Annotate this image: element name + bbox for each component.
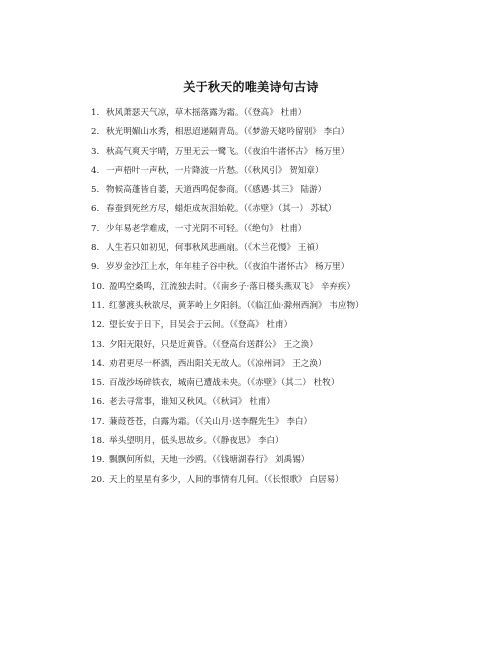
poem-line (91, 278, 491, 297)
line-number: 8. (91, 243, 100, 254)
poem-line (91, 316, 491, 335)
poem-line (91, 432, 491, 451)
line-text: 飘飘何所似，天地一沙鸥。（《钱塘湖春行》 刘禹锡） (109, 455, 310, 466)
line-number: 18. (91, 436, 105, 447)
poem-line (91, 123, 491, 142)
poem-line (91, 413, 491, 432)
poem-line (91, 162, 491, 181)
line-number: 15. (91, 378, 105, 389)
line-number: 10. (91, 281, 105, 292)
line-number: 16. (91, 397, 105, 408)
line-number: 20. (91, 474, 105, 485)
line-number: 6. (91, 204, 100, 215)
poem-line (91, 239, 491, 258)
poem-line (91, 451, 491, 470)
line-number: 2. (91, 127, 100, 138)
line-text: 夕阳无限好，只是近黄昏。（《登高台送群公》 王之涣） (109, 339, 318, 350)
line-text: 举头望明月，低头思故乡。（《静夜思》 李白） (109, 436, 284, 447)
line-text: 望长安于日下，目吴会于云间。（《登高》 杜甫） (109, 320, 293, 331)
line-text: 春蚕到死丝方尽，蜡炬成灰泪始乾。（《赤壁》（其一） 苏轼） (106, 204, 337, 215)
poem-line (91, 104, 491, 123)
line-number: 1. (91, 108, 100, 118)
poem-line (91, 143, 491, 162)
poem-line (91, 220, 491, 239)
line-number: 17. (91, 416, 105, 427)
poem-list (91, 104, 491, 490)
poem-line (91, 336, 491, 355)
line-text: 人生若只如初见，何事秋风悲画扇。（《木兰花慢》 王禎） (106, 243, 324, 254)
line-number: 3. (91, 146, 100, 157)
line-number: 9. (91, 262, 100, 273)
line-text: 少年易老学难成，一寸光阴不可轻。（《绝句》 杜甫） (106, 223, 307, 234)
line-number: 14. (91, 358, 105, 369)
poem-line (91, 258, 491, 277)
poem-line (91, 200, 491, 219)
document-title: 关于秋天的唯美诗句古诗 (183, 80, 319, 94)
line-text: 百战沙场碎铁衣，城南已遭战未央。（《赤壁》（其二） 杜牧） (109, 378, 340, 389)
line-number: 4. (91, 165, 100, 176)
line-text: 岁岁金沙江上水，年年桂子谷中秋。（《夜泊牛渚怀古》 杨万里） (106, 262, 350, 273)
line-number: 11. (91, 300, 105, 311)
line-text: 秋高气爽天宇晴，万里无云一鹭飞。（《夜泊牛渚怀古》 杨万里） (106, 146, 350, 157)
poem-line (91, 355, 491, 374)
line-text: 秋风萧瑟天气凉，草木摇落露为霜。（《登高》 杜甫） (106, 108, 307, 118)
line-text: 一声梧叶一声秋，一片降波一片愁。（《秋风引》 贺知章） (106, 165, 324, 176)
line-number: 13. (91, 339, 105, 350)
line-text: 红蓼渡头秋欲尽，黄茅岭上夕阳斜。（《临江仙·滁州西涧》 韦应物） (109, 300, 364, 311)
line-text: 天上的星星有多少，人间的事情有几何。（《长恨歌》 白居易） (109, 474, 344, 485)
poem-line (91, 393, 491, 412)
line-text: 物候高蓬皆自萎，天道西鸣促参商。（《感遇·其三》 陆游） (106, 185, 327, 196)
poem-line (91, 297, 491, 316)
line-text: 劝君更尽一杯酒，西出阳关无故人。（《凉州词》 王之涣） (109, 358, 327, 369)
line-number: 12. (91, 320, 105, 331)
poem-line (91, 181, 491, 200)
line-text: 盈鸣空桑鸣，江流独去时。（《南乡子·落日楼头燕双飞》 辛弃疾） (109, 281, 356, 292)
line-text: 秋光明媚山水秀，相思迢递隔青岛。（《梦游天姥吟留别》 李白） (106, 127, 350, 138)
poem-line (91, 471, 491, 490)
line-text: 老去寻常事，谁知又秋风。（《秋词》 杜甫） (109, 397, 276, 408)
line-number: 5. (91, 185, 100, 196)
line-number: 7. (91, 223, 100, 234)
line-text: 蒹葭苍苍，白露为霜。（《关山月·送李醒先生》 李白） (109, 416, 313, 427)
line-number: 19. (91, 455, 105, 466)
poem-line (91, 374, 491, 393)
